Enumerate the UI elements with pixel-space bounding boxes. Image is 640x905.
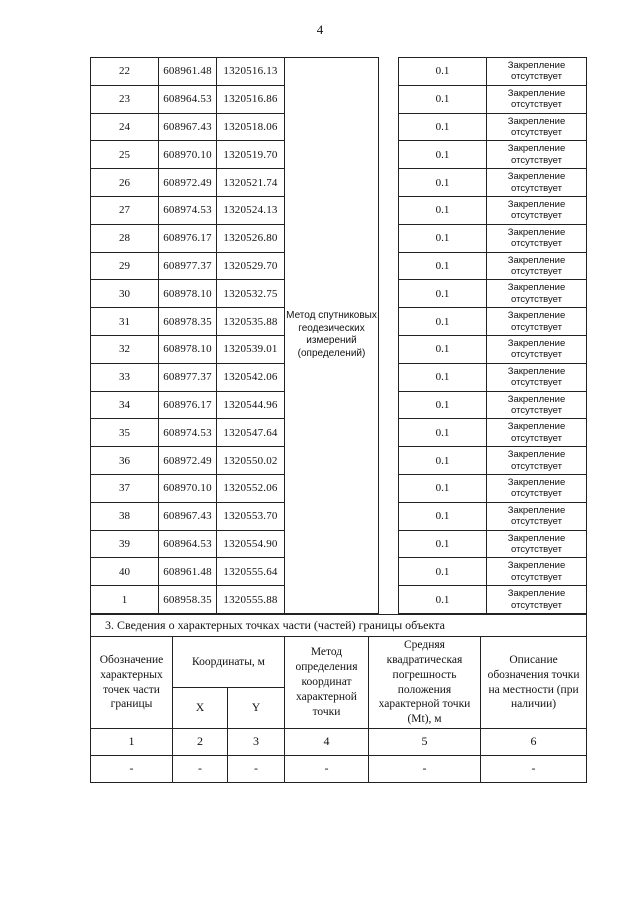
description-cell: Закрепление отсутствует bbox=[487, 530, 587, 558]
point-number-cell: 31 bbox=[91, 308, 159, 336]
accuracy-cell: 0.1 bbox=[399, 252, 487, 280]
blank-cell bbox=[379, 419, 399, 447]
y-coordinate-cell: 1320542.06 bbox=[217, 363, 285, 391]
x-coordinate-cell: 608976.17 bbox=[159, 391, 217, 419]
blank-cell bbox=[379, 502, 399, 530]
accuracy-cell: 0.1 bbox=[399, 586, 487, 614]
section3-title: 3. Сведения о характерных точках части (частей) границы объекта bbox=[91, 615, 587, 637]
y-coordinate-cell: 1320532.75 bbox=[217, 280, 285, 308]
point-number-cell: 37 bbox=[91, 474, 159, 502]
y-coordinate-cell: 1320554.90 bbox=[217, 530, 285, 558]
description-cell: Закрепление отсутствует bbox=[487, 335, 587, 363]
point-number-cell: 27 bbox=[91, 196, 159, 224]
x-coordinate-cell: 608961.48 bbox=[159, 558, 217, 586]
y-coordinate-cell: 1320524.13 bbox=[217, 196, 285, 224]
y-coordinate-cell: 1320539.01 bbox=[217, 335, 285, 363]
description-cell: Закрепление отсутствует bbox=[487, 58, 587, 86]
description-cell: Закрепление отсутствует bbox=[487, 447, 587, 475]
accuracy-cell: 0.1 bbox=[399, 558, 487, 586]
point-number-cell: 26 bbox=[91, 169, 159, 197]
point-number-cell: 32 bbox=[91, 335, 159, 363]
accuracy-cell: 0.1 bbox=[399, 391, 487, 419]
point-number-cell: 23 bbox=[91, 85, 159, 113]
point-number-cell: 30 bbox=[91, 280, 159, 308]
blank-cell bbox=[379, 113, 399, 141]
blank-cell bbox=[379, 530, 399, 558]
description-cell: Закрепление отсутствует bbox=[487, 141, 587, 169]
y-coordinate-cell: 1320521.74 bbox=[217, 169, 285, 197]
x-coordinate-cell: 608972.49 bbox=[159, 447, 217, 475]
description-cell: Закрепление отсутствует bbox=[487, 252, 587, 280]
point-number-cell: 38 bbox=[91, 502, 159, 530]
x-coordinate-cell: 608977.37 bbox=[159, 252, 217, 280]
x-coordinate-cell: 608964.53 bbox=[159, 85, 217, 113]
point-number-cell: 33 bbox=[91, 363, 159, 391]
description-cell: Закрепление отсутствует bbox=[487, 558, 587, 586]
x-coordinate-cell: 608974.53 bbox=[159, 196, 217, 224]
description-cell: Закрепление отсутствует bbox=[487, 169, 587, 197]
x-coordinate-cell: 608976.17 bbox=[159, 224, 217, 252]
x-coordinate-cell: 608978.10 bbox=[159, 335, 217, 363]
accuracy-cell: 0.1 bbox=[399, 474, 487, 502]
x-coordinate-cell: 608974.53 bbox=[159, 419, 217, 447]
y-coordinate-cell: 1320516.86 bbox=[217, 85, 285, 113]
accuracy-cell: 0.1 bbox=[399, 363, 487, 391]
blank-cell bbox=[379, 363, 399, 391]
description-cell: Закрепление отсутствует bbox=[487, 391, 587, 419]
blank-cell bbox=[379, 335, 399, 363]
y-coordinate-cell: 1320547.64 bbox=[217, 419, 285, 447]
y-coordinate-cell: 1320544.96 bbox=[217, 391, 285, 419]
x-coordinate-cell: 608970.10 bbox=[159, 141, 217, 169]
x-coordinate-cell: 608961.48 bbox=[159, 58, 217, 86]
accuracy-cell: 0.1 bbox=[399, 141, 487, 169]
description-cell: Закрепление отсутствует bbox=[487, 280, 587, 308]
point-number-cell: 35 bbox=[91, 419, 159, 447]
data-cell: - bbox=[285, 756, 369, 783]
x-coordinate-cell: 608958.35 bbox=[159, 586, 217, 614]
data-cell: - bbox=[369, 756, 481, 783]
accuracy-cell: 0.1 bbox=[399, 169, 487, 197]
y-coordinate-cell: 1320555.88 bbox=[217, 586, 285, 614]
column-number: 5 bbox=[369, 729, 481, 756]
x-coordinate-cell: 608967.43 bbox=[159, 113, 217, 141]
y-coordinate-cell: 1320516.13 bbox=[217, 58, 285, 86]
x-coordinate-cell: 608970.10 bbox=[159, 474, 217, 502]
y-coordinate-cell: 1320555.64 bbox=[217, 558, 285, 586]
x-coordinate-cell: 608972.49 bbox=[159, 169, 217, 197]
point-number-cell: 24 bbox=[91, 113, 159, 141]
description-cell: Закрепление отсутствует bbox=[487, 308, 587, 336]
accuracy-cell: 0.1 bbox=[399, 224, 487, 252]
column-number: 4 bbox=[285, 729, 369, 756]
section3-table bbox=[90, 614, 587, 783]
description-cell: Закрепление отсутствует bbox=[487, 419, 587, 447]
data-cell: - bbox=[173, 756, 228, 783]
blank-cell bbox=[379, 586, 399, 614]
blank-cell bbox=[379, 447, 399, 475]
blank-cell bbox=[379, 196, 399, 224]
page-number: 4 bbox=[316, 22, 324, 37]
x-coordinate-cell: 608967.43 bbox=[159, 502, 217, 530]
point-number-cell: 39 bbox=[91, 530, 159, 558]
header-method: Метод определения координат характерной точки bbox=[285, 637, 369, 729]
column-number: 2 bbox=[173, 729, 228, 756]
blank-cell bbox=[379, 280, 399, 308]
accuracy-cell: 0.1 bbox=[399, 447, 487, 475]
coordinates-table bbox=[90, 57, 587, 614]
header-point-designation: Обозначение характерных точек части границы bbox=[91, 637, 173, 729]
x-coordinate-cell: 608964.53 bbox=[159, 530, 217, 558]
blank-cell bbox=[379, 474, 399, 502]
accuracy-cell: 0.1 bbox=[399, 85, 487, 113]
header-x: X bbox=[173, 688, 228, 729]
blank-cell bbox=[379, 58, 399, 86]
point-number-cell: 25 bbox=[91, 141, 159, 169]
point-number-cell: 28 bbox=[91, 224, 159, 252]
y-coordinate-cell: 1320535.88 bbox=[217, 308, 285, 336]
column-number: 1 bbox=[91, 729, 173, 756]
accuracy-cell: 0.1 bbox=[399, 280, 487, 308]
y-coordinate-cell: 1320553.70 bbox=[217, 502, 285, 530]
description-cell: Закрепление отсутствует bbox=[487, 224, 587, 252]
data-cell: - bbox=[91, 756, 173, 783]
y-coordinate-cell: 1320526.80 bbox=[217, 224, 285, 252]
y-coordinate-cell: 1320518.06 bbox=[217, 113, 285, 141]
point-number-cell: 22 bbox=[91, 58, 159, 86]
blank-cell bbox=[379, 391, 399, 419]
accuracy-cell: 0.1 bbox=[399, 419, 487, 447]
column-number: 6 bbox=[481, 729, 587, 756]
point-number-cell: 1 bbox=[91, 586, 159, 614]
data-cell: - bbox=[481, 756, 587, 783]
accuracy-cell: 0.1 bbox=[399, 113, 487, 141]
point-number-cell: 29 bbox=[91, 252, 159, 280]
accuracy-cell: 0.1 bbox=[399, 335, 487, 363]
blank-cell bbox=[379, 558, 399, 586]
x-coordinate-cell: 608977.37 bbox=[159, 363, 217, 391]
blank-cell bbox=[379, 224, 399, 252]
accuracy-cell: 0.1 bbox=[399, 58, 487, 86]
y-coordinate-cell: 1320529.70 bbox=[217, 252, 285, 280]
header-y: Y bbox=[228, 688, 285, 729]
header-description: Описание обозначения точки на местности (при наличии) bbox=[481, 637, 587, 729]
header-coordinates: Координаты, м bbox=[173, 637, 285, 688]
description-cell: Закрепление отсутствует bbox=[487, 85, 587, 113]
description-cell: Закрепление отсутствует bbox=[487, 196, 587, 224]
header-accuracy: Средняя квадратическая погрешность положения характерной точки (Mt), м bbox=[369, 637, 481, 729]
description-cell: Закрепление отсутствует bbox=[487, 363, 587, 391]
blank-cell bbox=[379, 141, 399, 169]
y-coordinate-cell: 1320552.06 bbox=[217, 474, 285, 502]
y-coordinate-cell: 1320519.70 bbox=[217, 141, 285, 169]
x-coordinate-cell: 608978.10 bbox=[159, 280, 217, 308]
accuracy-cell: 0.1 bbox=[399, 530, 487, 558]
column-number: 3 bbox=[228, 729, 285, 756]
blank-cell bbox=[379, 85, 399, 113]
x-coordinate-cell: 608978.35 bbox=[159, 308, 217, 336]
accuracy-cell: 0.1 bbox=[399, 502, 487, 530]
blank-cell bbox=[379, 169, 399, 197]
accuracy-cell: 0.1 bbox=[399, 196, 487, 224]
method-cell: Метод спутниковых геодезических измерений (определений) bbox=[285, 58, 379, 614]
blank-cell bbox=[379, 308, 399, 336]
description-cell: Закрепление отсутствует bbox=[487, 474, 587, 502]
point-number-cell: 40 bbox=[91, 558, 159, 586]
blank-cell bbox=[379, 252, 399, 280]
data-cell: - bbox=[228, 756, 285, 783]
y-coordinate-cell: 1320550.02 bbox=[217, 447, 285, 475]
table-row bbox=[91, 58, 587, 86]
description-cell: Закрепление отсутствует bbox=[487, 502, 587, 530]
point-number-cell: 36 bbox=[91, 447, 159, 475]
accuracy-cell: 0.1 bbox=[399, 308, 487, 336]
description-cell: Закрепление отсутствует bbox=[487, 113, 587, 141]
description-cell: Закрепление отсутствует bbox=[487, 586, 587, 614]
point-number-cell: 34 bbox=[91, 391, 159, 419]
